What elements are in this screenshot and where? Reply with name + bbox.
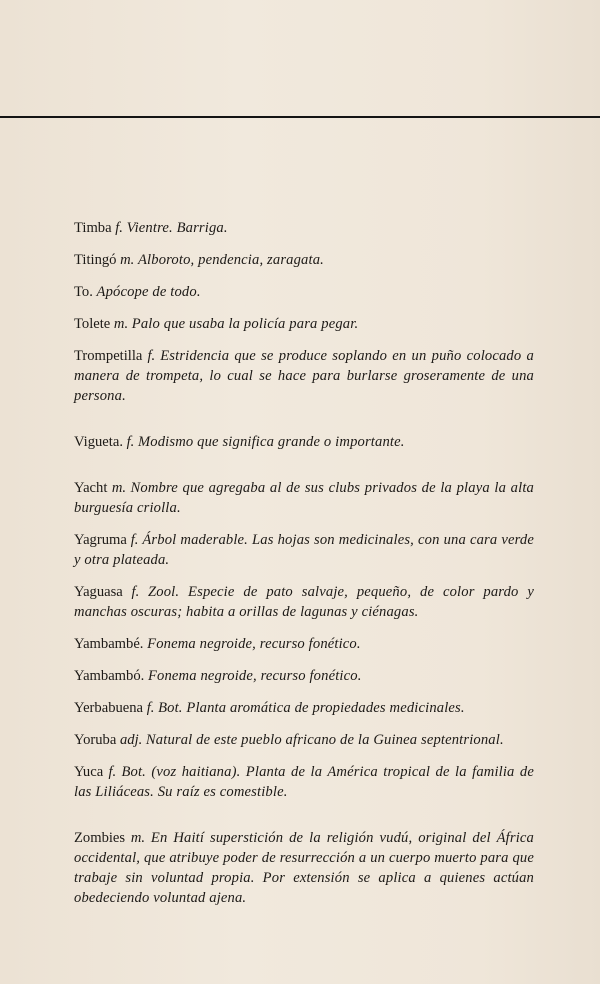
definition: Fonema negroide, recurso fonético. [147, 668, 362, 684]
grammar-tag: f. [147, 348, 156, 364]
glossary-entry [74, 666, 534, 686]
glossary-entry [74, 478, 534, 518]
headword: Yerbabuena [74, 700, 144, 716]
glossary-entry [74, 432, 534, 452]
definition: Árbol maderable. Las hojas son medicinales, con una cara verde y otra plateada. [74, 532, 534, 568]
grammar-tag: f. [108, 764, 117, 780]
headword: Yagruma [74, 532, 127, 548]
headword: Yambambé. [74, 636, 144, 652]
headword: Tolete [74, 316, 111, 332]
definition: Estridencia que se produce soplando en un puño colocado a manera de trompeta, lo cual se hace para burlarse groseramente de una persona. [74, 348, 534, 404]
definition: Alboroto, pendencia, zaragata. [137, 252, 324, 268]
glossary-entry [74, 218, 534, 238]
headword: Yoruba [74, 732, 117, 748]
definition: Bot. (voz haitiana). Planta de la América tropical de la familia de las Liliáceas. Su raíz es comestible. [74, 764, 535, 800]
grammar-tag: m. [113, 316, 129, 332]
definition: Bot. Planta aromática de propiedades medicinales. [158, 700, 465, 716]
glossary-entry [74, 282, 534, 302]
headword: Yambambó. [74, 668, 145, 684]
glossary-entry [74, 530, 534, 570]
headword: Zombies [74, 830, 126, 846]
definition: Modismo que significa grande o importante. [137, 434, 405, 450]
glossary-entry [74, 828, 534, 908]
definition: Natural de este pueblo africano de la Guinea septentrional. [145, 732, 504, 748]
grammar-tag: f. [115, 220, 123, 236]
glossary-entry [74, 730, 534, 750]
grammar-tag: m. [111, 480, 127, 496]
definition: Fonema negroide, recurso fonético. [147, 636, 361, 652]
headword: Yaguasa [74, 584, 123, 600]
grammar-tag: f. [146, 700, 155, 716]
glossary-entries [74, 218, 534, 920]
glossary-entry [74, 250, 534, 270]
glossary-entry [74, 582, 534, 622]
headword: Titingó [74, 252, 117, 268]
headword: Yuca [74, 764, 104, 780]
grammar-tag: f. [126, 434, 135, 450]
glossary-entry [74, 762, 534, 802]
grammar-tag: f. [130, 532, 139, 548]
grammar-tag: adj. [119, 732, 143, 748]
definition: En Haití superstición de la religión vudú, original del África occidental, que atribuye poder de resurrección a un cuerpo muerto para que trabaje sin voluntad propia. Por extensión se aplica a quienes actúan obedeciendo voluntad ajena. [74, 830, 534, 906]
glossary-entry [74, 634, 534, 654]
definition: Apócope de todo. [96, 284, 201, 300]
glossary-entry [74, 314, 534, 334]
header-rule [0, 116, 600, 118]
headword: Vigueta. [74, 434, 123, 450]
definition: Palo que usaba la policía para pegar. [131, 316, 359, 332]
headword: Trompetilla [74, 348, 143, 364]
headword: Yacht [74, 480, 108, 496]
grammar-tag: m. [130, 830, 146, 846]
definition: Zool. Especie de pato salvaje, pequeño, de color pardo y manchas oscuras; habita a orillas de lagunas y ciénagas. [74, 584, 535, 620]
grammar-tag: f. [131, 584, 140, 600]
definition: Vientre. Barriga. [126, 220, 228, 236]
definition: Nombre que agregaba al de sus clubs privados de la playa la alta burguesía criolla. [74, 480, 534, 516]
headword: To. [74, 284, 93, 300]
grammar-tag: m. [120, 252, 135, 268]
headword: Timba [74, 220, 112, 236]
glossary-entry [74, 346, 534, 406]
glossary-entry [74, 698, 534, 718]
